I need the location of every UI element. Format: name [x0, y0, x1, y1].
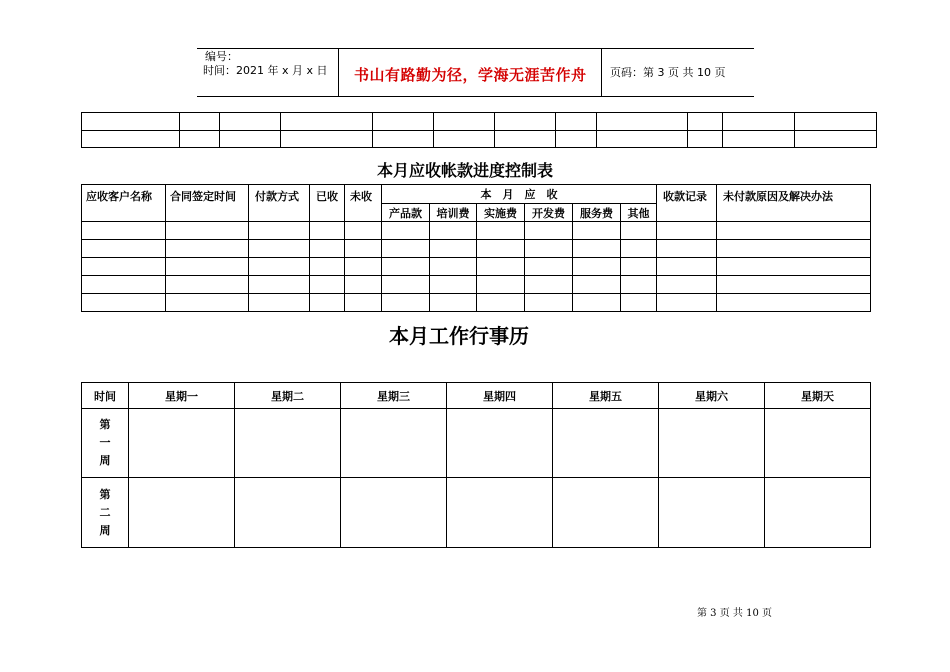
col-monday: 星期一	[129, 383, 235, 409]
receivables-row	[82, 222, 871, 240]
calendar-week-row	[82, 409, 871, 478]
col-unreceived: 未收	[345, 185, 382, 222]
header-motto: 书山有路勤为径，学海无涯苦作舟	[354, 66, 587, 84]
col-wednesday: 星期三	[341, 383, 447, 409]
col-contract-time: 合同签定时间	[166, 185, 249, 222]
calendar-table	[81, 382, 871, 548]
col-other: 其他	[621, 204, 657, 222]
week-label-char: 周	[99, 454, 111, 467]
col-time: 时间	[82, 383, 129, 409]
header-bottom-rule	[197, 96, 754, 97]
col-collection-record: 收款记录	[657, 185, 717, 222]
week-label	[82, 478, 129, 548]
receivables-header-row	[82, 185, 871, 204]
col-tuesday: 星期二	[235, 383, 341, 409]
receivables-row	[82, 240, 871, 258]
col-unpaid-reason: 未付款原因及解决办法	[717, 185, 871, 222]
header-top-rule	[197, 48, 754, 49]
receivables-table	[81, 184, 871, 312]
week-label-char: 一	[99, 436, 111, 449]
calendar-header-row	[82, 383, 871, 409]
header-divider-1	[338, 48, 339, 96]
document-date: 时间：2021 年 x 月 x 日	[203, 64, 328, 77]
col-customer: 应收客户名称	[82, 185, 166, 222]
header-divider-2	[601, 48, 602, 96]
page-code: 页码：第 3 页 共 10 页	[610, 66, 726, 79]
week-label-char: 第	[99, 487, 111, 501]
col-training: 培训费	[430, 204, 477, 222]
document-number-label: 编号：	[205, 50, 238, 63]
col-thursday: 星期四	[447, 383, 553, 409]
blank-row	[82, 113, 877, 131]
calendar-week-row	[82, 478, 871, 548]
col-product: 产品款	[382, 204, 430, 222]
receivables-row	[82, 294, 871, 312]
week-label-char: 第	[99, 418, 111, 431]
col-this-month-receivable: 本 月 应 收	[382, 185, 657, 204]
receivables-title: 本月应收帐款进度控制表	[377, 161, 554, 180]
receivables-row	[82, 258, 871, 276]
col-friday: 星期五	[553, 383, 659, 409]
calendar-title: 本月工作行事历	[389, 324, 529, 348]
col-development: 开发费	[525, 204, 573, 222]
week-label-char: 周	[99, 523, 111, 537]
col-sunday: 星期天	[765, 383, 871, 409]
page-footer: 第 3 页 共 10 页	[697, 608, 772, 619]
col-payment-method: 付款方式	[249, 185, 310, 222]
receivables-row	[82, 276, 871, 294]
week-label	[82, 409, 129, 478]
col-implementation: 实施费	[477, 204, 525, 222]
blank-row	[82, 131, 877, 148]
col-received: 已收	[310, 185, 345, 222]
col-saturday: 星期六	[659, 383, 765, 409]
col-service: 服务费	[573, 204, 621, 222]
week-label-char: 二	[99, 505, 111, 519]
blank-table	[81, 112, 877, 148]
